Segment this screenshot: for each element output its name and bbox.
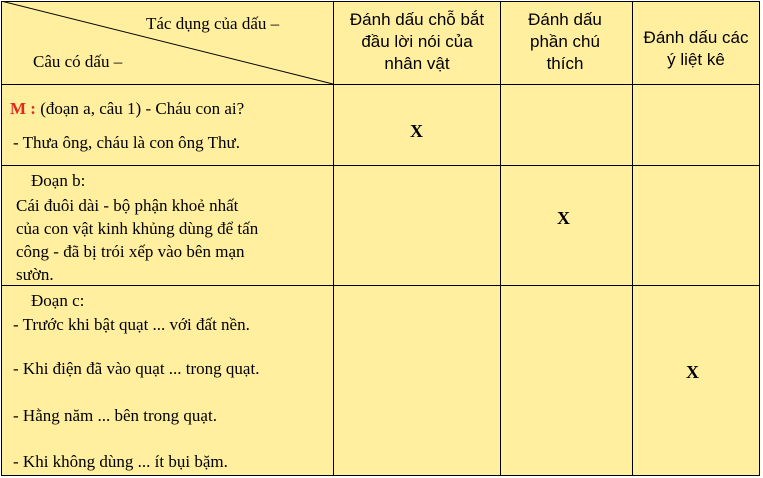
- border-right: [759, 1, 760, 476]
- corner-top-label: Tác dụng của dấu –: [146, 14, 280, 33]
- col-header-annotation: Đánh dấu phần chú thích: [528, 10, 602, 73]
- col-divider: [632, 1, 633, 476]
- row-divider: [1, 84, 760, 85]
- row-b-line-1: Đoạn b:: [31, 171, 86, 190]
- col-divider: [333, 1, 334, 476]
- row-m-text-1: (đoạn a, câu 1) - Cháu con ai?: [40, 99, 245, 118]
- row-b-line-5: sườn.: [16, 265, 54, 284]
- row-m-line-2: - Thưa ông, cháu là con ông Thư.: [13, 133, 240, 152]
- border-top: [1, 1, 760, 2]
- row-divider: [1, 165, 760, 166]
- mark-annotation: X: [557, 208, 570, 228]
- row-c-line-3: - Khi điện đã vào quạt ... trong quạt.: [13, 359, 260, 378]
- row-divider: [1, 285, 760, 286]
- mark-speech: X: [410, 121, 423, 141]
- row-b-line-2: Cái đuôi dài - bộ phận khoẻ nhất: [16, 196, 239, 215]
- col-divider: [500, 1, 501, 476]
- punctuation-table: [1, 1, 760, 476]
- row-m-line-1: [10, 98, 244, 120]
- row-c-line-5: - Khi không dùng ... ít bụi bặm.: [13, 452, 228, 471]
- border-left: [1, 1, 2, 476]
- row-c-line-2: - Trước khi bật quạt ... với đất nền.: [13, 315, 250, 334]
- example-marker: M :: [10, 99, 36, 118]
- row-c-line-4: - Hằng năm ... bên trong quạt.: [13, 406, 217, 425]
- corner-bottom-label: Câu có dấu –: [33, 52, 123, 71]
- row-b-line-3: của con vật kinh khủng dùng để tấn: [16, 219, 259, 238]
- mark-list: X: [686, 362, 699, 382]
- col-header-list: Đánh dấu các ý liệt kê: [643, 28, 749, 69]
- col-header-speech: Đánh dấu chỗ bắt đầu lời nói của nhân vật: [349, 10, 485, 73]
- row-b-line-4: công - đã bị trói xếp vào bên mạn: [16, 242, 245, 261]
- row-c-line-1: Đoạn c:: [31, 291, 85, 310]
- border-bottom: [1, 475, 760, 476]
